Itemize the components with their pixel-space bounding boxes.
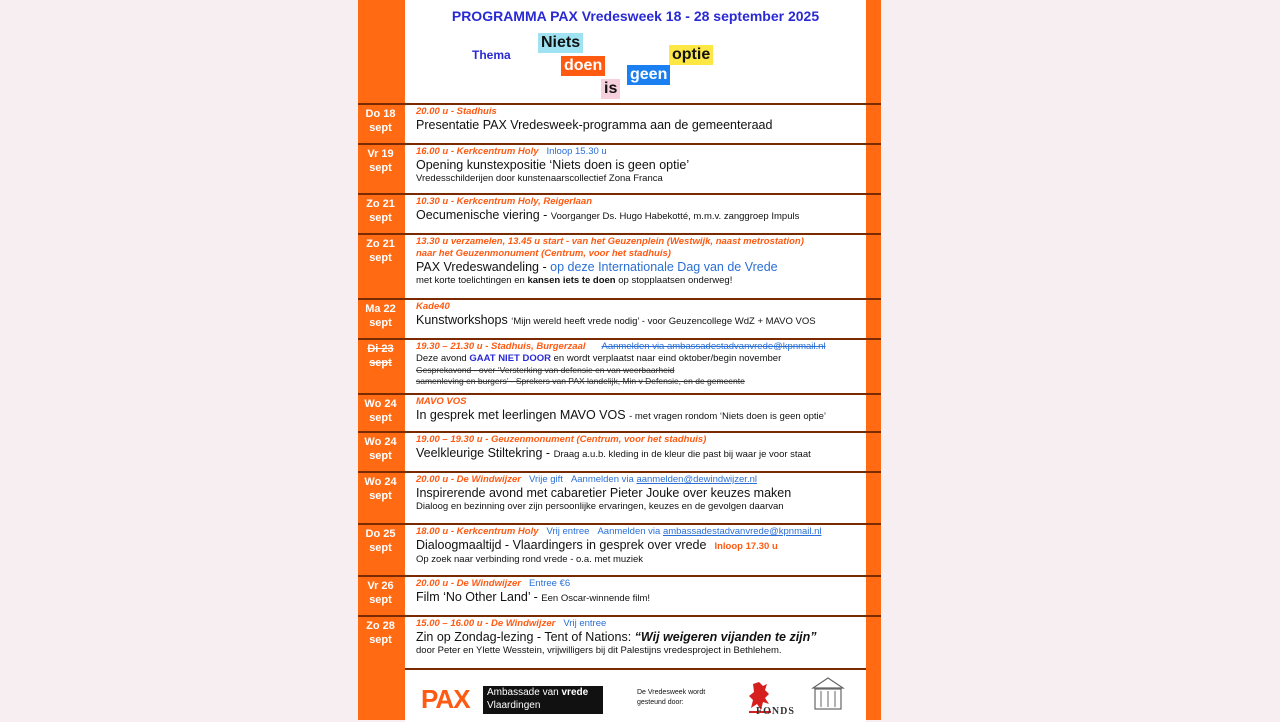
- event-subtitle: met korte toelichtingen en kansen iets te doen op stopplaatsen onderweg!: [416, 275, 733, 286]
- event-date: Zo 21 sept: [366, 198, 395, 224]
- event-row: [358, 143, 881, 195]
- event-row-cancelled: [358, 338, 881, 395]
- event-title: Zin op Zondag-lezing - Tent of Nations: “Wij weigeren vijanden te zijn”: [416, 630, 817, 644]
- event-date: Vr 19 sept: [367, 148, 394, 174]
- event-date: Zo 21 sept: [366, 238, 395, 264]
- theme-tile-is: is: [601, 79, 620, 99]
- event-row: [358, 431, 881, 473]
- event-email-link[interactable]: ambassadestadvanvrede@kpnmail.nl: [662, 526, 822, 537]
- event-meta: 19.30 – 21.30 u - Stadhuis, Burgerzaal Aanmelden via ambassadestadvanvrede@kpnmail.nl: [416, 341, 826, 352]
- event-meta: 20.00 u - De Windwijzer Entree €6: [416, 578, 571, 589]
- event-meta: 19.00 – 19.30 u - Geuzenmonument (Centrum, voor het stadhuis): [416, 434, 707, 445]
- event-meta: MAVO VOS: [416, 396, 467, 407]
- event-subtitle: Dialoog en bezinning over zijn persoonlijke ervaringen, keuzes en de gevolgen daarvan: [416, 501, 784, 512]
- event-subtitle: Op zoek naar verbinding rond vrede - o.a. met muziek: [416, 554, 644, 565]
- event-date: Do 25 sept: [365, 528, 396, 554]
- event-title: In gesprek met leerlingen MAVO VOS - met vragen rondom ‘Niets doen is geen optie’: [416, 408, 827, 422]
- event-row: [358, 575, 881, 617]
- event-subtitle: door Peter en Ylette Wesstein, vrijwilligers bij dit Palestijns vredesproject in Bethlehem.: [416, 645, 782, 656]
- theme-tile-doen: doen: [561, 56, 605, 76]
- event-meta: Kade40: [416, 301, 450, 312]
- theme-tile-optie: optie: [669, 45, 713, 65]
- event-title: Opening kunstexpositie ‘Niets doen is geen optie’: [416, 158, 690, 172]
- event-title: PAX Vredeswandeling - op deze Internationale Dag van de Vrede: [416, 260, 778, 274]
- event-date: Ma 22 sept: [365, 303, 396, 329]
- event-meta-route: naar het Geuzenmonument (Centrum, voor het stadhuis): [416, 248, 671, 259]
- event-row: [358, 615, 881, 670]
- event-meta: 10.30 u - Kerkcentrum Holy, Reigerlaan: [416, 196, 592, 207]
- event-date: Vr 26 sept: [367, 580, 394, 606]
- event-row: [358, 523, 881, 577]
- event-meta: 15.00 – 16.00 u - De Windwijzer Vrij entree: [416, 618, 607, 629]
- event-date: Wo 24 sept: [364, 476, 397, 502]
- event-title: Inspirerende avond met cabaretier Pieter Jouke over keuzes maken: [416, 486, 792, 500]
- page-title: PROGRAMMA PAX Vredesweek 18 - 28 september 2025: [451, 8, 820, 24]
- event-struck-line: Gesprekavond - over ‘Versterking van defensie en van weerbaarheid: [416, 365, 675, 375]
- event-cancel-notice: Deze avond GAAT NIET DOOR en wordt verplaatst naar eind oktober/begin november: [416, 353, 782, 364]
- event-row: [358, 471, 881, 525]
- event-date: Wo 24 sept: [364, 398, 397, 424]
- event-struck-line: samenleving en burgers’ - Sprekers van PAX landelijk, Min v Defensie, en de gemeente: [416, 376, 745, 386]
- theme-tile-niets: Niets: [538, 33, 583, 53]
- programme-poster: [358, 0, 881, 720]
- event-title: Kunstworkshops ‘Mijn wereld heeft vrede nodig’ - voor Geuzencollege WdZ + MAVO VOS: [416, 313, 816, 327]
- event-row: [358, 233, 881, 300]
- event-email-link[interactable]: aanmelden@dewindwijzer.nl: [636, 474, 757, 485]
- theme-tile-geen: geen: [627, 65, 670, 85]
- fonds-label: FONDS: [756, 706, 795, 717]
- event-title: Film ‘No Other Land’ - Een Oscar-winnende film!: [416, 590, 651, 604]
- event-row: [358, 193, 881, 235]
- event-row: [358, 393, 881, 433]
- event-date: Di 23 sept: [367, 343, 394, 369]
- event-date: Do 18 sept: [365, 108, 396, 134]
- pax-logo: PAX: [421, 684, 470, 714]
- poster-footer: [405, 668, 866, 722]
- event-meta: 13.30 u verzamelen, 13.45 u start - van het Geuzenplein (Westwijk, naast metrostation): [416, 236, 804, 247]
- event-title: Veelkleurige Stiltekring - Draag a.u.b. kleding in de kleur die past bij waar je voor staat: [416, 446, 811, 460]
- event-row: [358, 103, 881, 145]
- event-title: Dialoogmaaltijd - Vlaardingers in gesprek over vrede Inloop 17.30 u: [416, 538, 778, 552]
- event-meta: 20.00 u - Stadhuis: [416, 106, 497, 117]
- event-meta: 20.00 u - De Windwijzer Vrije gift Aanmelden via aanmelden@dewindwijzer.nl: [416, 474, 757, 485]
- event-meta: 18.00 u - Kerkcentrum Holy Vrij entree Aanmelden via ambassadestadvanvrede@kpnmail.nl: [416, 526, 822, 537]
- event-date: Wo 24 sept: [364, 436, 397, 462]
- event-row: [358, 298, 881, 340]
- event-title: Presentatie PAX Vredesweek-programma aan de gemeenteraad: [416, 118, 773, 132]
- ambassade-logo: Ambassade van vrede Vlaardingen: [483, 686, 603, 714]
- event-meta: 16.00 u - Kerkcentrum Holy Inloop 15.30 u: [416, 146, 607, 157]
- sponsor-note: De Vredesweek wordt gesteund door:: [637, 689, 706, 706]
- event-date: Zo 28 sept: [366, 620, 395, 646]
- fonds-building-icon: [803, 676, 853, 720]
- event-subtitle: Vredesschilderijen door kunstenaarscollectief Zona Franca: [416, 173, 663, 184]
- event-title: Oecumenische viering - Voorganger Ds. Hugo Habekotté, m.m.v. zanggroep Impuls: [416, 208, 800, 222]
- thema-label: Thema: [472, 48, 511, 62]
